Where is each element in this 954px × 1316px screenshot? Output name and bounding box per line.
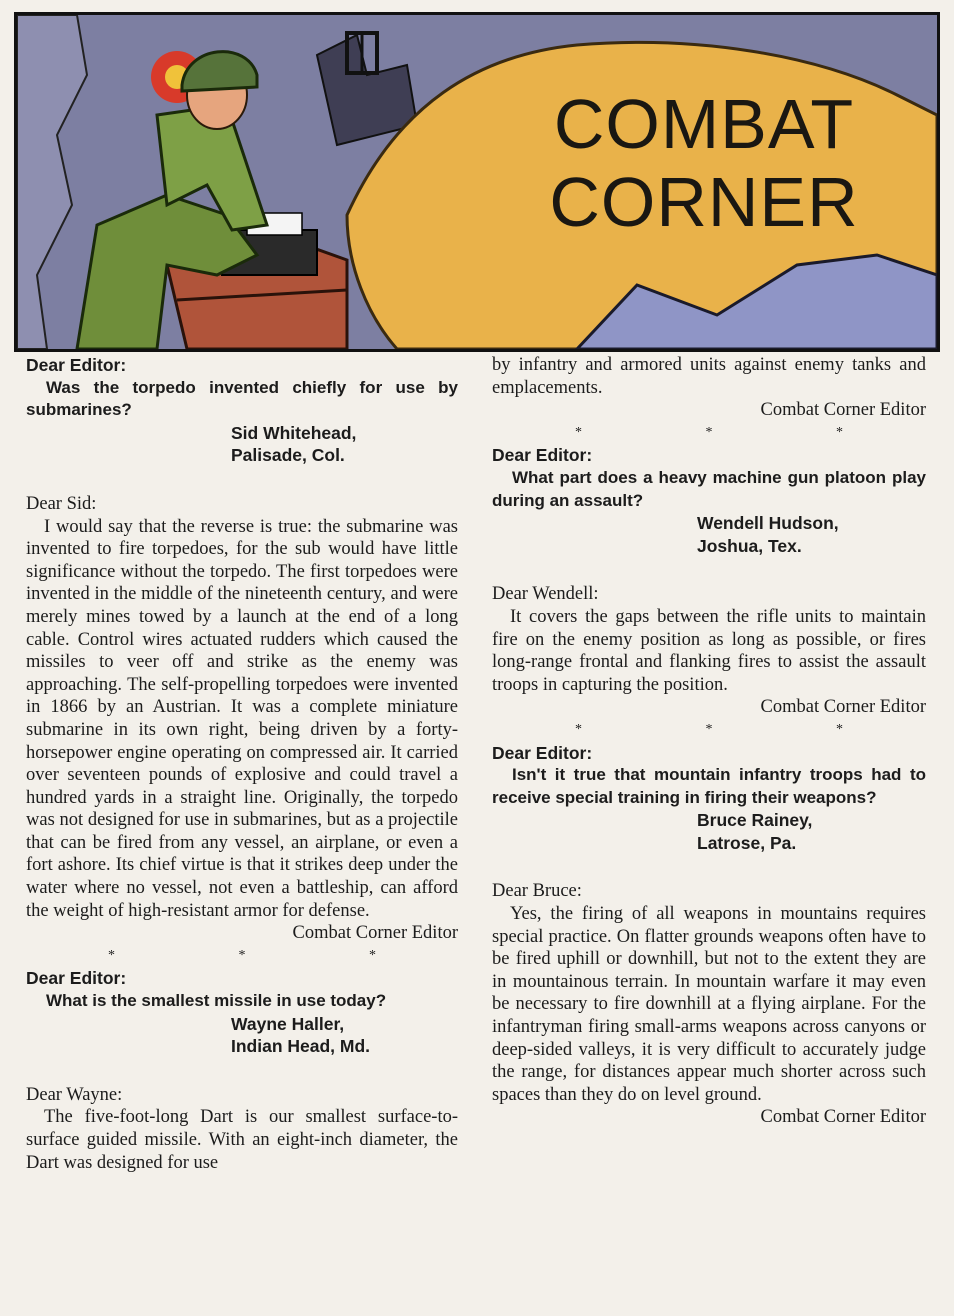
banner-title bbox=[539, 85, 869, 241]
section-separator: * * * bbox=[575, 721, 903, 737]
letter-salutation: Dear Editor: bbox=[26, 355, 127, 375]
letter-signature-place: Joshua, Tex. bbox=[697, 535, 802, 556]
editor-signature: Combat Corner Editor bbox=[760, 697, 926, 718]
letter-mountain-infantry bbox=[492, 742, 926, 1130]
letter-question: Was the torpedo invented chiefly for use by submarines? bbox=[26, 377, 458, 420]
letter-signature-name: Wayne Haller, bbox=[231, 1013, 345, 1034]
banner-title-line2: CORNER bbox=[549, 163, 859, 241]
editor-signature: Combat Corner Editor bbox=[760, 1107, 926, 1128]
section-separator: * * * bbox=[575, 424, 903, 440]
reply-greeting: Dear Sid: bbox=[26, 493, 97, 514]
combat-corner-banner bbox=[14, 12, 940, 352]
letter-salutation: Dear Editor: bbox=[492, 445, 593, 466]
letter-signature-place: Palisade, Col. bbox=[231, 445, 345, 466]
letter-signature-name: Wendell Hudson, bbox=[697, 513, 839, 534]
left-column bbox=[26, 354, 458, 1174]
letter-question: What is the smallest missile in use today? bbox=[46, 991, 387, 1011]
letter-signature-place: Latrose, Pa. bbox=[697, 832, 797, 853]
right-column bbox=[492, 354, 926, 1129]
banner-title-line1: COMBAT bbox=[553, 85, 855, 163]
letter-signature-place: Indian Head, Md. bbox=[231, 1036, 371, 1057]
letter-machine-gun bbox=[492, 444, 926, 719]
letter-signature-name: Sid Whitehead, bbox=[231, 422, 357, 443]
reply-greeting: Dear Wayne: bbox=[26, 1084, 123, 1105]
letter-question: What part does a heavy machine gun platoon play during an assault? bbox=[492, 467, 926, 510]
letter-salutation: Dear Editor: bbox=[492, 742, 593, 763]
editor-signature: Combat Corner Editor bbox=[292, 923, 458, 944]
reply-greeting: Dear Wendell: bbox=[492, 584, 599, 605]
letter-salutation: Dear Editor: bbox=[26, 968, 127, 989]
letter-smallest-missile bbox=[26, 967, 458, 1174]
section-separator: * * * bbox=[108, 947, 436, 963]
reply-body-continued: by infantry and armored units against enemy tanks and emplacements. bbox=[492, 355, 926, 398]
letter-question: Isn't it true that mountain infantry troops had to receive special training in firing their weapons? bbox=[492, 765, 926, 807]
reply-body: I would say that the reverse is true: the submarine was invented to fire torpedoes, for the sub would have little significance without the torpedo. The first torpedoes were invented in the middle of the nineteenth century, and were merely mines towed by a launch at the end of a long cable. Control wires actuated rudders which caused the missiles to veer off and strike as the enemy was approaching. The self-propelling torpedoes were invented in 1866 by an Austrian. It was a complete miniature submarine in its own right, being driven by a forty-horsepower engine operating on compressed air. It carried over seventeen pounds of explosive and could travel a hundred yards in a straight line. Originally, the torpedo was not designed for use in submarines, but as a projectile that can be fired from any vessel, an airplane, or even a fort ashore. Its chief virtue is that it strikes deep under the water where no vessel, not even a battleship, can afford the weight of high-resistant armor for defense. bbox=[26, 516, 458, 921]
reply-body: The five-foot-long Dart is our smallest surface-to-surface guided missile. With an eight-inch diameter, the Dart was designed for use bbox=[26, 1107, 458, 1173]
letter-torpedo bbox=[26, 354, 458, 945]
reply-body: It covers the gaps between the rifle units to maintain fire on the enemy position as long as possible, or fires long-range frontal and flanking fires to assist the assault troops in capturing the position. bbox=[492, 606, 926, 695]
reply-greeting: Dear Bruce: bbox=[492, 881, 582, 902]
editor-signature: Combat Corner Editor bbox=[760, 400, 926, 421]
reply-body: Yes, the firing of all weapons in mountains requires special practice. On flatter grounds weapons often have to be fired uphill or downhill, but not to the extent they are in mountainous terrain. In mountain warfare it may even be necessary to fire downhill at a flying airplane. For the infantryman firing small-arms weapons across canyons or deep-sided valleys, it is very difficult to accurately judge the range, for distances appear much shorter across such spaces than they do on level ground. bbox=[492, 904, 926, 1105]
letter-signature-name: Bruce Rainey, bbox=[697, 810, 813, 831]
